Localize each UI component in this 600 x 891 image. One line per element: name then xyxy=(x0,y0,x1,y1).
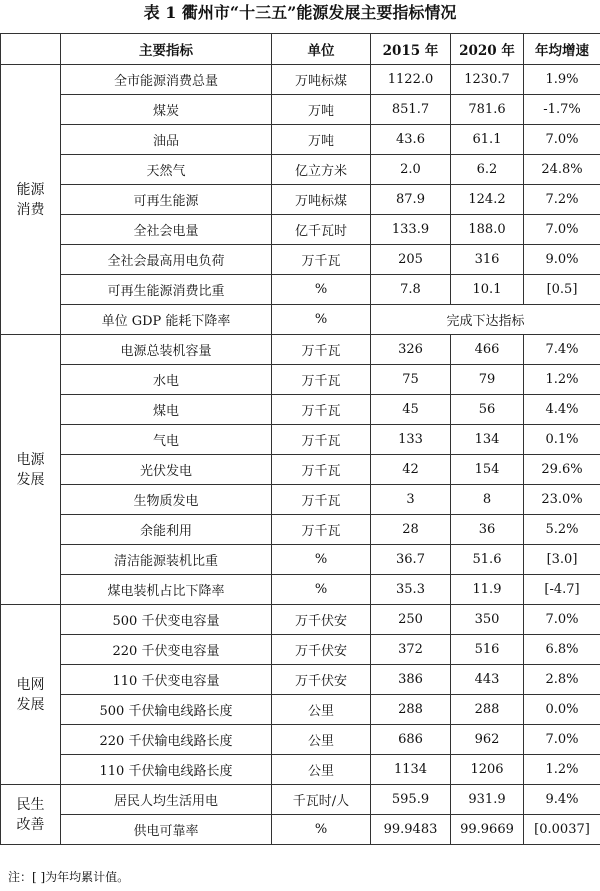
value-2020: 962 xyxy=(451,725,524,755)
unit-cell: % xyxy=(272,815,371,845)
value-2020: 466 xyxy=(451,335,524,365)
value-2015: 7.8 xyxy=(371,275,451,305)
growth-cell: 6.8% xyxy=(524,635,600,665)
value-2020: 350 xyxy=(451,605,524,635)
growth-cell: 7.0% xyxy=(524,725,600,755)
table-row xyxy=(1,605,600,635)
value-2020: 124.2 xyxy=(451,185,524,215)
value-2020: 6.2 xyxy=(451,155,524,185)
group-label xyxy=(1,605,61,785)
value-2015: 386 xyxy=(371,665,451,695)
growth-cell: 1.2% xyxy=(524,755,600,785)
value-2015: 1134 xyxy=(371,755,451,785)
growth-cell: 7.0% xyxy=(524,125,600,155)
table-note: 注：[ ]为年均累计值。 xyxy=(8,870,130,884)
growth-cell: 9.4% xyxy=(524,785,600,815)
value-2020: 11.9 xyxy=(451,575,524,605)
table-row xyxy=(1,755,600,785)
value-2015: 250 xyxy=(371,605,451,635)
table-row xyxy=(1,515,600,545)
indicator-name: 单位 GDP 能耗下降率 xyxy=(61,305,272,335)
unit-cell: 万千瓦 xyxy=(272,455,371,485)
indicator-name: 居民人均生活用电 xyxy=(61,785,272,815)
group-label xyxy=(1,785,61,845)
value-2020: 443 xyxy=(451,665,524,695)
indicator-name: 电源总装机容量 xyxy=(61,335,272,365)
table-row xyxy=(1,95,600,125)
table-row xyxy=(1,575,600,605)
indicator-name: 可再生能源消费比重 xyxy=(61,275,272,305)
value-2015: 2.0 xyxy=(371,155,451,185)
unit-cell: 公里 xyxy=(272,755,371,785)
unit-cell: 万千伏安 xyxy=(272,635,371,665)
table-row xyxy=(1,365,600,395)
indicator-name: 可再生能源 xyxy=(61,185,272,215)
indicator-name: 110 千伏变电容量 xyxy=(61,665,272,695)
indicator-name: 220 千伏变电容量 xyxy=(61,635,272,665)
table-row xyxy=(1,155,600,185)
table-body xyxy=(1,65,600,845)
unit-cell: 万千瓦 xyxy=(272,335,371,365)
value-2020: 1206 xyxy=(451,755,524,785)
unit-cell: 亿立方米 xyxy=(272,155,371,185)
value-2015: 1122.0 xyxy=(371,65,451,95)
unit-cell: % xyxy=(272,545,371,575)
growth-cell: [0.5] xyxy=(524,275,600,305)
value-2020: 288 xyxy=(451,695,524,725)
value-2015: 99.9483 xyxy=(371,815,451,845)
growth-cell: [0.0037] xyxy=(524,815,600,845)
value-2020: 188.0 xyxy=(451,215,524,245)
unit-cell: 万吨标煤 xyxy=(272,65,371,95)
indicator-name: 500 千伏输电线路长度 xyxy=(61,695,272,725)
growth-cell: 24.8% xyxy=(524,155,600,185)
indicator-name: 油品 xyxy=(61,125,272,155)
value-2015: 133 xyxy=(371,425,451,455)
indicator-name: 煤电 xyxy=(61,395,272,425)
value-2015: 75 xyxy=(371,365,451,395)
header-2020: 2020 年 xyxy=(451,34,524,65)
unit-cell: % xyxy=(272,275,371,305)
group-label-text: 能源消费 xyxy=(16,181,45,218)
unit-cell: 千瓦时/人 xyxy=(272,785,371,815)
growth-cell: [-4.7] xyxy=(524,575,600,605)
indicator-name: 煤炭 xyxy=(61,95,272,125)
table-row xyxy=(1,305,600,335)
header-growth: 年均增速 xyxy=(524,34,600,65)
value-2020: 36 xyxy=(451,515,524,545)
value-2015: 851.7 xyxy=(371,95,451,125)
indicator-name: 供电可靠率 xyxy=(61,815,272,845)
growth-cell: 7.4% xyxy=(524,335,600,365)
value-2020: 781.6 xyxy=(451,95,524,125)
header-unit: 单位 xyxy=(272,34,371,65)
indicator-name: 全社会电量 xyxy=(61,215,272,245)
table-row xyxy=(1,695,600,725)
growth-cell: 9.0% xyxy=(524,245,600,275)
value-2015: 372 xyxy=(371,635,451,665)
value-2020: 134 xyxy=(451,425,524,455)
table-row xyxy=(1,635,600,665)
value-2020: 79 xyxy=(451,365,524,395)
unit-cell: 万千瓦 xyxy=(272,515,371,545)
value-2020: 316 xyxy=(451,245,524,275)
indicator-name: 气电 xyxy=(61,425,272,455)
indicator-name: 光伏发电 xyxy=(61,455,272,485)
value-2015: 87.9 xyxy=(371,185,451,215)
unit-cell: % xyxy=(272,575,371,605)
value-2015: 42 xyxy=(371,455,451,485)
unit-cell: % xyxy=(272,305,371,335)
unit-cell: 万千瓦 xyxy=(272,485,371,515)
value-2020: 51.6 xyxy=(451,545,524,575)
value-2015: 205 xyxy=(371,245,451,275)
value-2020: 1230.7 xyxy=(451,65,524,95)
unit-cell: 万吨标煤 xyxy=(272,185,371,215)
table-row xyxy=(1,335,600,365)
growth-cell: -1.7% xyxy=(524,95,600,125)
growth-cell: 29.6% xyxy=(524,455,600,485)
table-row xyxy=(1,215,600,245)
unit-cell: 万千瓦 xyxy=(272,395,371,425)
unit-cell: 万千瓦 xyxy=(272,245,371,275)
table-row xyxy=(1,725,600,755)
indicator-name: 天然气 xyxy=(61,155,272,185)
growth-cell: 7.0% xyxy=(524,605,600,635)
value-2015: 35.3 xyxy=(371,575,451,605)
value-2015: 326 xyxy=(371,335,451,365)
unit-cell: 万千瓦 xyxy=(272,365,371,395)
group-label xyxy=(1,65,61,335)
indicator-name: 110 千伏输电线路长度 xyxy=(61,755,272,785)
value-2020: 8 xyxy=(451,485,524,515)
value-2015: 595.9 xyxy=(371,785,451,815)
header-indicator: 主要指标 xyxy=(61,34,272,65)
table-row xyxy=(1,455,600,485)
indicator-name: 余能利用 xyxy=(61,515,272,545)
table-row xyxy=(1,425,600,455)
table-row xyxy=(1,125,600,155)
value-2015: 3 xyxy=(371,485,451,515)
value-2020: 516 xyxy=(451,635,524,665)
indicator-name: 煤电装机占比下降率 xyxy=(61,575,272,605)
table-title: 表 1 衢州市“十三五”能源发展主要指标情况 xyxy=(143,3,457,22)
indicator-name: 全市能源消费总量 xyxy=(61,65,272,95)
header-2015: 2015 年 xyxy=(371,34,451,65)
value-2020: 99.9669 xyxy=(451,815,524,845)
unit-cell: 万千伏安 xyxy=(272,605,371,635)
value-2020: 61.1 xyxy=(451,125,524,155)
value-2015: 133.9 xyxy=(371,215,451,245)
unit-cell: 万吨 xyxy=(272,95,371,125)
table-row xyxy=(1,65,600,95)
growth-cell: 23.0% xyxy=(524,485,600,515)
merged-value-cell: 完成下达指标 xyxy=(371,305,600,335)
growth-cell: 2.8% xyxy=(524,665,600,695)
group-label-text: 民生改善 xyxy=(16,796,45,833)
indicator-table xyxy=(0,33,600,845)
group-label-text: 电网发展 xyxy=(16,676,45,713)
value-2020: 10.1 xyxy=(451,275,524,305)
value-2015: 43.6 xyxy=(371,125,451,155)
table-row xyxy=(1,485,600,515)
indicator-name: 清洁能源装机比重 xyxy=(61,545,272,575)
unit-cell: 万千瓦 xyxy=(272,425,371,455)
table-row xyxy=(1,665,600,695)
indicator-name: 220 千伏输电线路长度 xyxy=(61,725,272,755)
growth-cell: [3.0] xyxy=(524,545,600,575)
value-2020: 154 xyxy=(451,455,524,485)
unit-cell: 公里 xyxy=(272,725,371,755)
value-2015: 288 xyxy=(371,695,451,725)
header-group-blank xyxy=(1,34,61,65)
group-label-text: 电源发展 xyxy=(16,451,45,488)
unit-cell: 万千伏安 xyxy=(272,665,371,695)
growth-cell: 0.1% xyxy=(524,425,600,455)
table-row xyxy=(1,785,600,815)
growth-cell: 7.2% xyxy=(524,185,600,215)
unit-cell: 万吨 xyxy=(272,125,371,155)
indicator-name: 生物质发电 xyxy=(61,485,272,515)
value-2015: 686 xyxy=(371,725,451,755)
indicator-name: 全社会最高用电负荷 xyxy=(61,245,272,275)
header-row xyxy=(1,34,600,65)
group-label xyxy=(1,335,61,605)
indicator-name: 水电 xyxy=(61,365,272,395)
value-2020: 56 xyxy=(451,395,524,425)
table-row xyxy=(1,245,600,275)
table-row xyxy=(1,185,600,215)
table-row xyxy=(1,815,600,845)
growth-cell: 1.9% xyxy=(524,65,600,95)
value-2020: 931.9 xyxy=(451,785,524,815)
growth-cell: 0.0% xyxy=(524,695,600,725)
table-row xyxy=(1,545,600,575)
unit-cell: 公里 xyxy=(272,695,371,725)
unit-cell: 亿千瓦时 xyxy=(272,215,371,245)
growth-cell: 1.2% xyxy=(524,365,600,395)
value-2015: 36.7 xyxy=(371,545,451,575)
table-row xyxy=(1,275,600,305)
growth-cell: 7.0% xyxy=(524,215,600,245)
value-2015: 28 xyxy=(371,515,451,545)
table-row xyxy=(1,395,600,425)
growth-cell: 4.4% xyxy=(524,395,600,425)
value-2015: 45 xyxy=(371,395,451,425)
indicator-name: 500 千伏变电容量 xyxy=(61,605,272,635)
growth-cell: 5.2% xyxy=(524,515,600,545)
